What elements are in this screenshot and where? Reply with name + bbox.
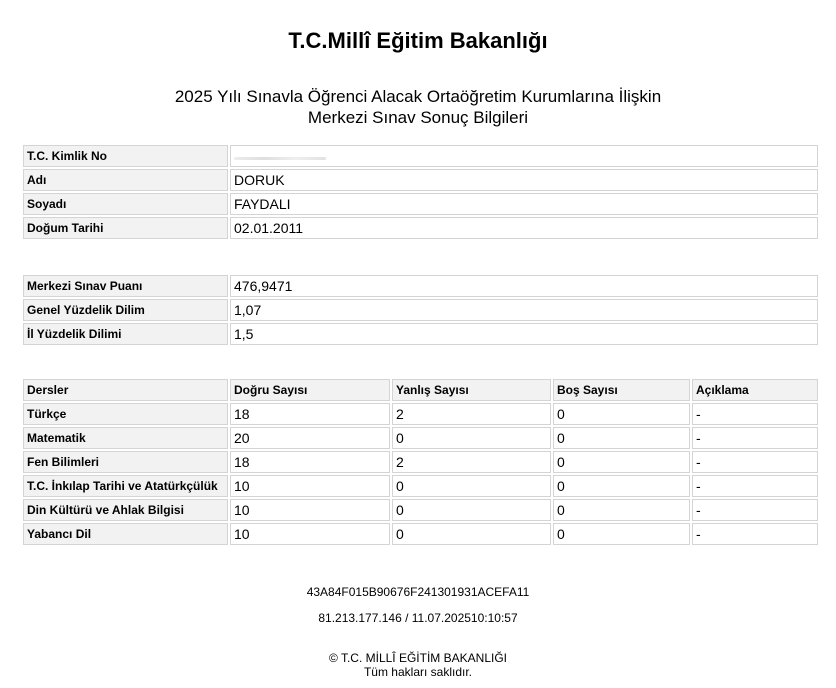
correct-count: 18: [230, 451, 390, 473]
rights-text: Tüm hakları saklıdır.: [363, 665, 473, 679]
birth-date-value: 02.01.2011: [230, 217, 818, 239]
blank-count: 0: [553, 475, 690, 497]
table-row: [23, 403, 818, 425]
identity-row-tc: [23, 145, 818, 167]
column-header-blank: Boş Sayısı: [553, 379, 690, 401]
note: -: [692, 475, 818, 497]
subject-name: Matematik: [23, 427, 228, 449]
verification-hash: 43A84F015B90676F241301931ACEFA11: [306, 585, 530, 599]
identity-row-birth: [23, 217, 818, 239]
name-label: Adı: [23, 169, 228, 191]
correct-count: 18: [230, 403, 390, 425]
general-percentile-label: Genel Yüzdelik Dilim: [23, 299, 228, 321]
note: -: [692, 427, 818, 449]
exam-score-label: Merkezi Sınav Puanı: [23, 275, 228, 297]
tc-masked-value: [234, 157, 326, 160]
blank-count: 0: [553, 403, 690, 425]
score-row-province-percentile: [23, 323, 818, 345]
subject-name: Fen Bilimleri: [23, 451, 228, 473]
blank-count: 0: [553, 523, 690, 545]
general-percentile-value: 1,07: [230, 299, 818, 321]
blank-count: 0: [553, 499, 690, 521]
wrong-count: 0: [392, 499, 551, 521]
identity-row-surname: [23, 193, 818, 215]
note: -: [692, 451, 818, 473]
note: -: [692, 403, 818, 425]
page-subtitle: [0, 86, 836, 128]
subtitle-line-2: Merkezi Sınav Sonuç Bilgileri: [307, 108, 529, 127]
column-header-note: Açıklama: [692, 379, 818, 401]
subject-name: Türkçe: [23, 403, 228, 425]
wrong-count: 0: [392, 475, 551, 497]
results-header-row: [23, 379, 818, 401]
birth-date-label: Doğum Tarihi: [23, 217, 228, 239]
correct-count: 10: [230, 523, 390, 545]
wrong-count: 2: [392, 403, 551, 425]
blank-count: 0: [553, 427, 690, 449]
table-row: [23, 427, 818, 449]
identity-row-name: [23, 169, 818, 191]
wrong-count: 0: [392, 427, 551, 449]
subtitle-line-1: 2025 Yılı Sınavla Öğrenci Alacak Ortaöğretim Kurumlarına İlişkin: [174, 87, 662, 106]
identity-table: [21, 143, 820, 241]
correct-count: 20: [230, 427, 390, 449]
score-row-exam: [23, 275, 818, 297]
column-header-correct: Doğru Sayısı: [230, 379, 390, 401]
table-row: [23, 475, 818, 497]
score-row-general-percentile: [23, 299, 818, 321]
exam-score-value: 476,9471: [230, 275, 818, 297]
province-percentile-value: 1,5: [230, 323, 818, 345]
note: -: [692, 523, 818, 545]
column-header-subject: Dersler: [23, 379, 228, 401]
ip-timestamp: 81.213.177.146 / 11.07.202510:10:57: [318, 611, 518, 625]
subject-name: Din Kültürü ve Ahlak Bilgisi: [23, 499, 228, 521]
wrong-count: 2: [392, 451, 551, 473]
subject-name: T.C. İnkılap Tarihi ve Atatürkçülük: [23, 475, 228, 497]
note: -: [692, 499, 818, 521]
blank-count: 0: [553, 451, 690, 473]
score-table: [21, 273, 820, 347]
province-percentile-label: İl Yüzdelik Dilimi: [23, 323, 228, 345]
column-header-wrong: Yanlış Sayısı: [392, 379, 551, 401]
page-title: T.C.Millî Eğitim Bakanlığı: [288, 28, 548, 53]
wrong-count: 0: [392, 523, 551, 545]
surname-label: Soyadı: [23, 193, 228, 215]
name-value: DORUK: [230, 169, 818, 191]
table-row: [23, 523, 818, 545]
correct-count: 10: [230, 475, 390, 497]
copyright-text: © T.C. MİLLÎ EĞİTİM BAKANLIĞI: [329, 651, 507, 665]
tc-label: T.C. Kimlik No: [23, 145, 228, 167]
results-table: [21, 377, 820, 547]
subject-name: Yabancı Dil: [23, 523, 228, 545]
surname-value: FAYDALI: [230, 193, 818, 215]
table-row: [23, 451, 818, 473]
table-row: [23, 499, 818, 521]
tc-value-cell: [230, 145, 818, 167]
correct-count: 10: [230, 499, 390, 521]
